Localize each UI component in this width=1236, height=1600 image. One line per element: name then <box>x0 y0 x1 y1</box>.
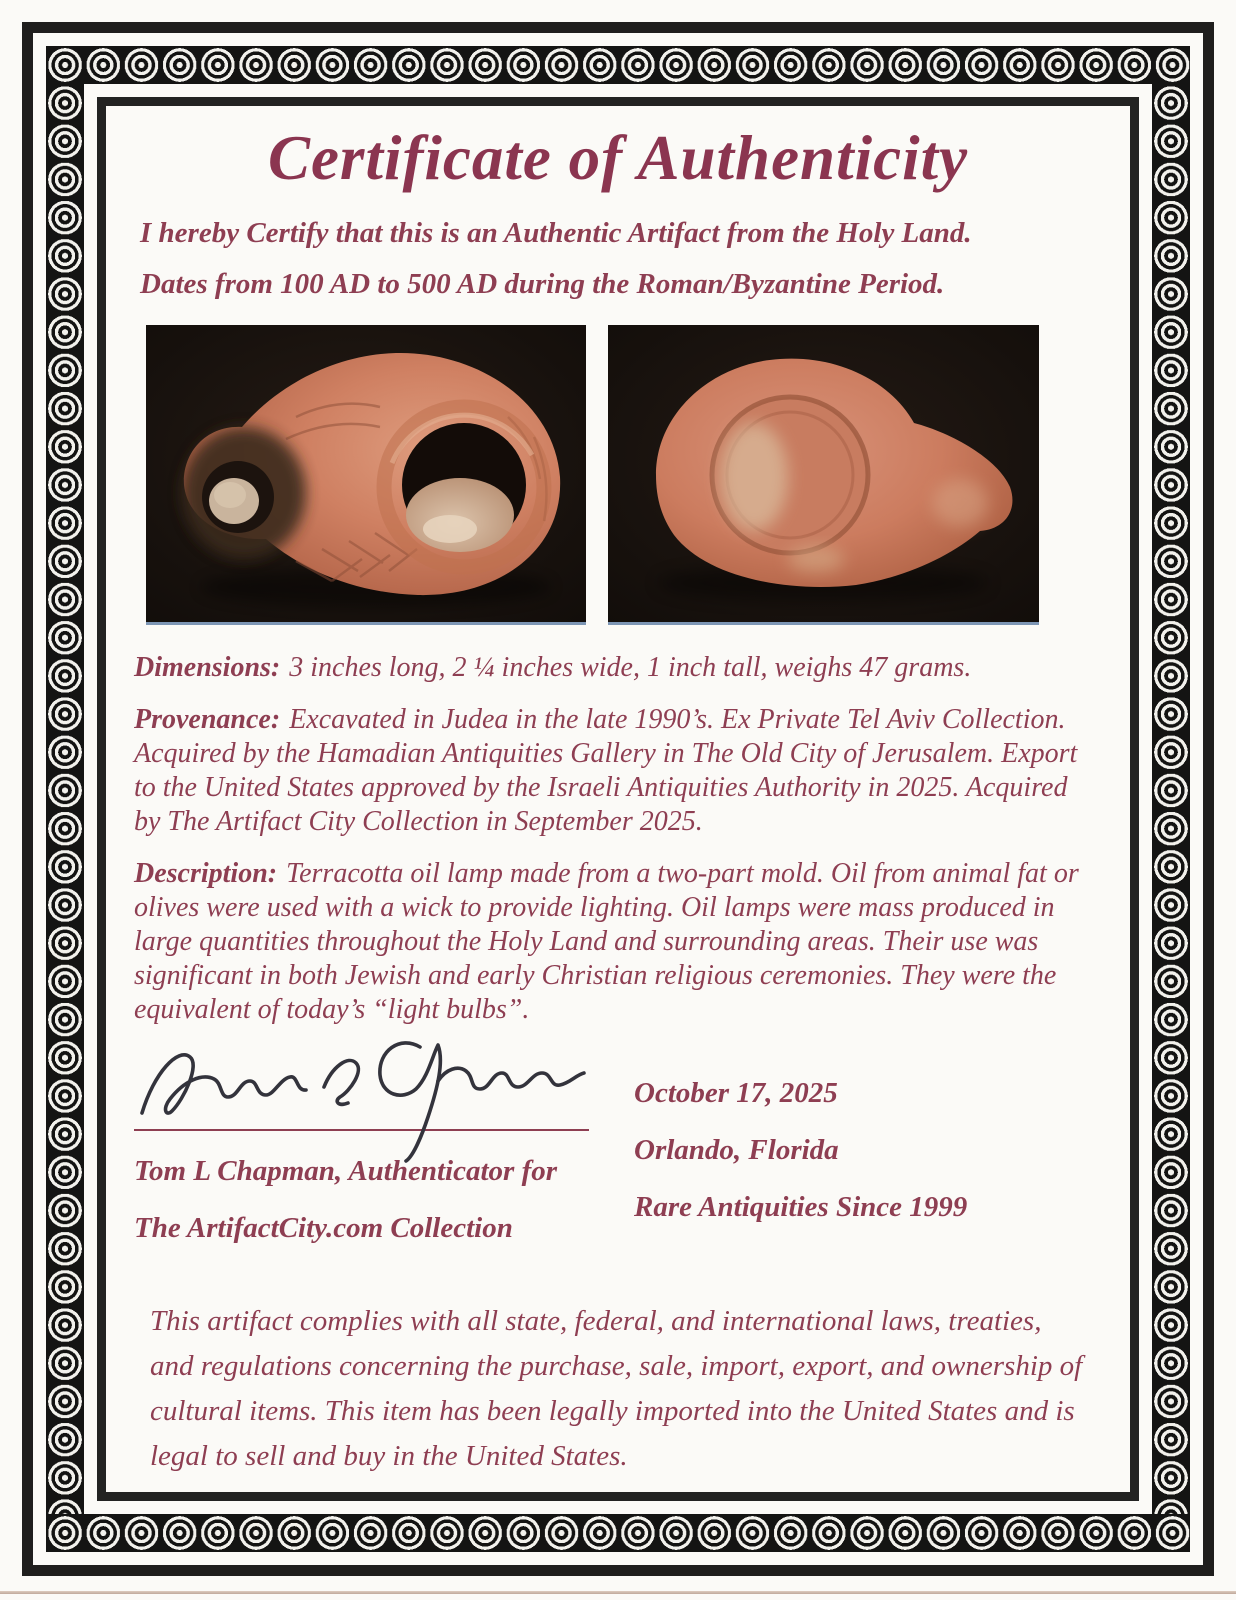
oil-lamp-top-view-illustration <box>146 325 586 622</box>
certificate-location: Orlando, Florida <box>634 1134 839 1166</box>
certificate-date: October 17, 2025 <box>634 1077 838 1109</box>
dimensions-text: 3 inches long, 2 ¼ inches wide, 1 inch tall, weighs 47 grams. <box>289 652 972 683</box>
oil-lamp-bottom-view-illustration <box>608 325 1039 622</box>
collection-line: The ArtifactCity.com Collection <box>134 1212 513 1244</box>
provenance-text: Excavated in Judea in the late 1990’s. Ex Private Tel Aviv Collection. Acquired by the Hamadian Antiquities Gallery in The Old City of Jerusalem. Export to the United States approved by the Israeli Antiquities Authority in 2025. Acquired by The Artifact City Collection in September 2025. <box>134 704 1078 837</box>
signature-column-right <box>634 1039 1102 1245</box>
description-text: Terracotta oil lamp made from a two-part mold. Oil from animal fat or olives were used with a wick to provide lighting. Oil lamps were mass produced in large quantities throughout the Holy Land and surrounding areas. Their use was significant in both Jewish and early Christian religious ceremonies. They were the equivalent of today’s “light bulbs”. <box>134 858 1079 1025</box>
dimensions-label: Dimensions: <box>134 652 281 683</box>
intro-line-2: Dates from 100 AD to 500 AD during the Roman/Byzantine Period. <box>140 268 945 300</box>
signature-line <box>134 1049 589 1131</box>
circle-band-left <box>46 84 84 1514</box>
certificate-title: Certificate of Authenticity <box>267 123 969 193</box>
provenance-paragraph <box>134 703 1092 839</box>
description-label: Description: <box>134 858 278 889</box>
description-paragraph <box>134 857 1092 1027</box>
signature-column-left <box>134 1039 634 1245</box>
dimensions-paragraph <box>134 651 1092 685</box>
signature-block <box>134 1039 1102 1245</box>
circle-band-bottom <box>46 1514 1190 1552</box>
tagline: Rare Antiquities Since 1999 <box>634 1191 968 1223</box>
circle-band-right <box>1152 84 1190 1514</box>
certificate-content <box>108 106 1128 1492</box>
artifact-photo-top-view <box>146 325 586 625</box>
legal-paragraph: This artifact complies with all state, federal, and international laws, treaties, and regulations concerning the purchase, sale, import, export, and ownership of cultural items. This item has been legally imported into the United States and is legal to sell and buy in the United States. <box>150 1305 1083 1472</box>
signature-scribble <box>128 1017 598 1167</box>
artifact-photos-row <box>146 325 1102 625</box>
circle-band-top <box>46 46 1190 84</box>
provenance-label: Provenance: <box>134 704 281 735</box>
intro-line-1: I hereby Certify that this is an Authentic Artifact from the Holy Land. <box>140 217 972 249</box>
signature-name-line: Tom L Chapman, Authenticator for <box>134 1155 558 1187</box>
artifact-photo-bottom-view <box>608 325 1039 625</box>
scan-edge-line <box>0 1591 1236 1594</box>
